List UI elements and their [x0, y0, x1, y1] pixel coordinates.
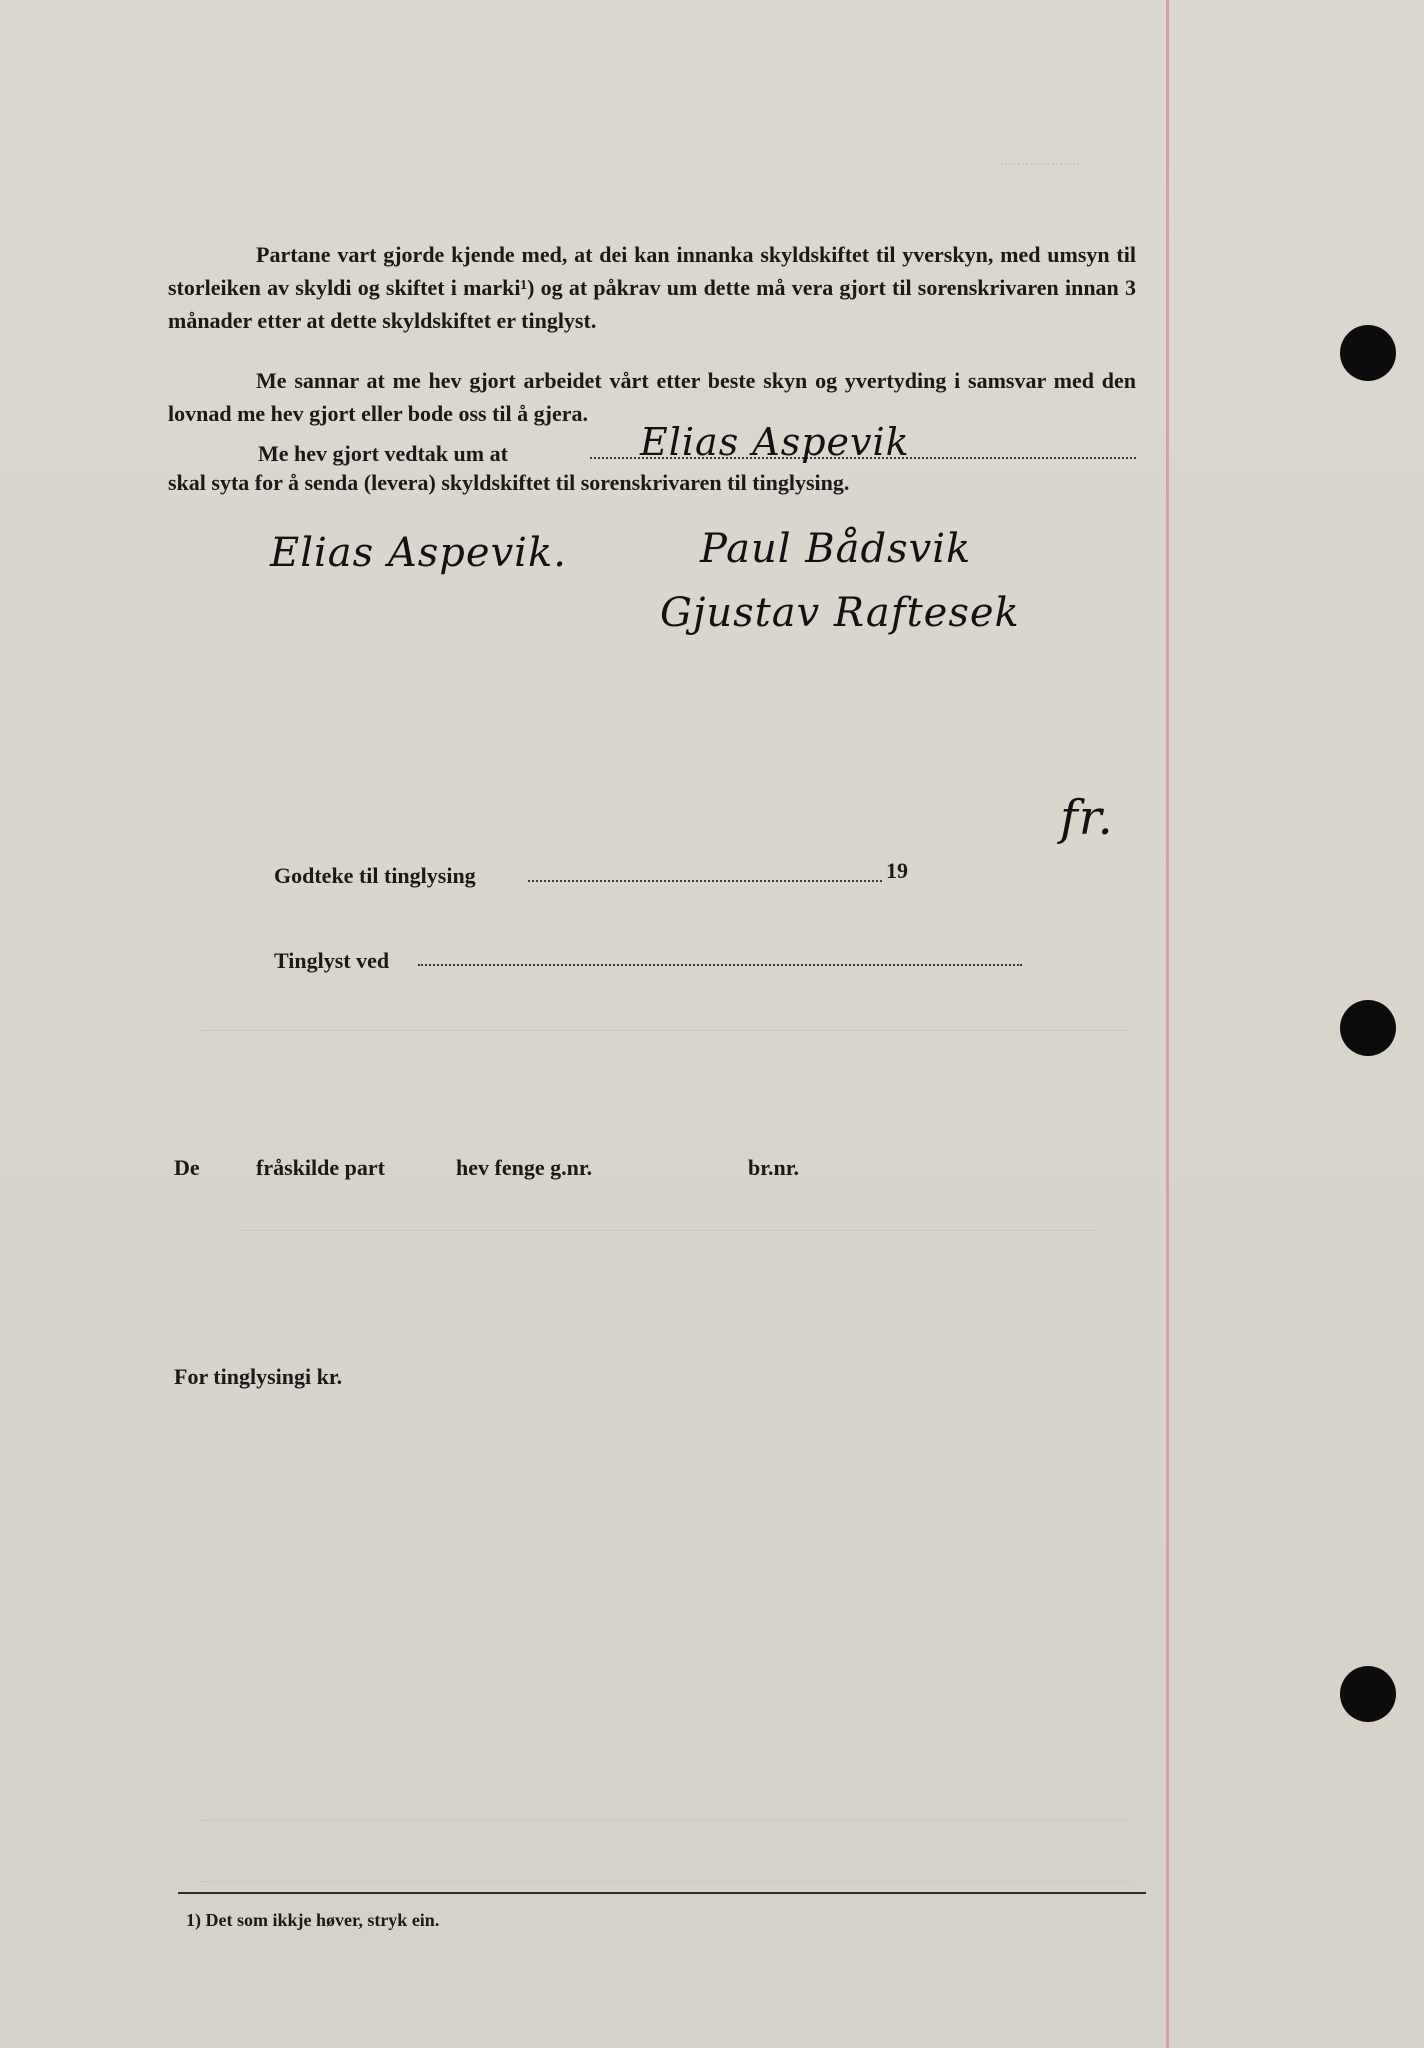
red-margin-line	[1166, 0, 1169, 2048]
brnr-label: br.nr.	[748, 1155, 799, 1180]
godteke-dotted-line	[528, 880, 882, 882]
tinglyst-label: Tinglyst ved	[274, 948, 390, 973]
handwritten-initials: fr.	[1060, 790, 1114, 846]
bleed-through-text	[240, 1230, 1100, 1233]
paragraph-inankning: Partane vart gjorde kjende med, at dei kan innanka skyldskiftet til yverskyn, med umsyn til storleiken av skyldi og skiftet i marki¹) og at påkrav um dette må vera gjort til sorenskrivaren innan 3 månader etter at dette skyldskiftet er tinglyst.	[168, 242, 1136, 333]
tinglysingi-label: For tinglysingi kr.	[174, 1364, 343, 1389]
punch-hole	[1340, 1000, 1396, 1056]
vedtak-prefix: Me hev gjort vedtak um at	[258, 441, 508, 466]
vedtak-suffix: skal syta for å senda (levera) skyldskiftet til sorenskrivaren til tinglysing.	[168, 470, 850, 495]
bleed-through-text	[200, 1030, 1130, 1033]
year-prefix: 19	[886, 858, 908, 883]
bleed-through-text	[200, 1820, 1130, 1882]
tinglyst-dotted-line	[418, 964, 1022, 966]
bleed-through-text: ...................	[1000, 150, 1081, 169]
footnote: 1) Det som ikkje høver, stryk ein.	[186, 1910, 440, 1930]
signature-2: Paul Bådsvik	[700, 526, 972, 572]
paragraph-sannar: Me sannar at me hev gjort arbeidet vårt etter beste skyn og yvertyding i samsvar med den lovnad me hev gjort eller bode oss til å gjera.	[168, 368, 1136, 426]
punch-hole	[1340, 1666, 1396, 1722]
godteke-label: Godteke til tinglysing	[274, 863, 476, 888]
punch-hole	[1340, 325, 1396, 381]
de-label: De	[174, 1155, 200, 1180]
bleed-through-text	[330, 715, 1030, 787]
fraskilde-label: fråskilde part	[256, 1155, 385, 1180]
fenge-label: hev fenge g.nr.	[456, 1155, 593, 1180]
signature-3: Gjustav Raftesek	[660, 590, 1020, 636]
vedtak-handwritten-name: Elias Aspevik	[640, 420, 910, 464]
footnote-rule	[178, 1892, 1146, 1894]
signature-1: Elias Aspevik.	[270, 530, 567, 576]
